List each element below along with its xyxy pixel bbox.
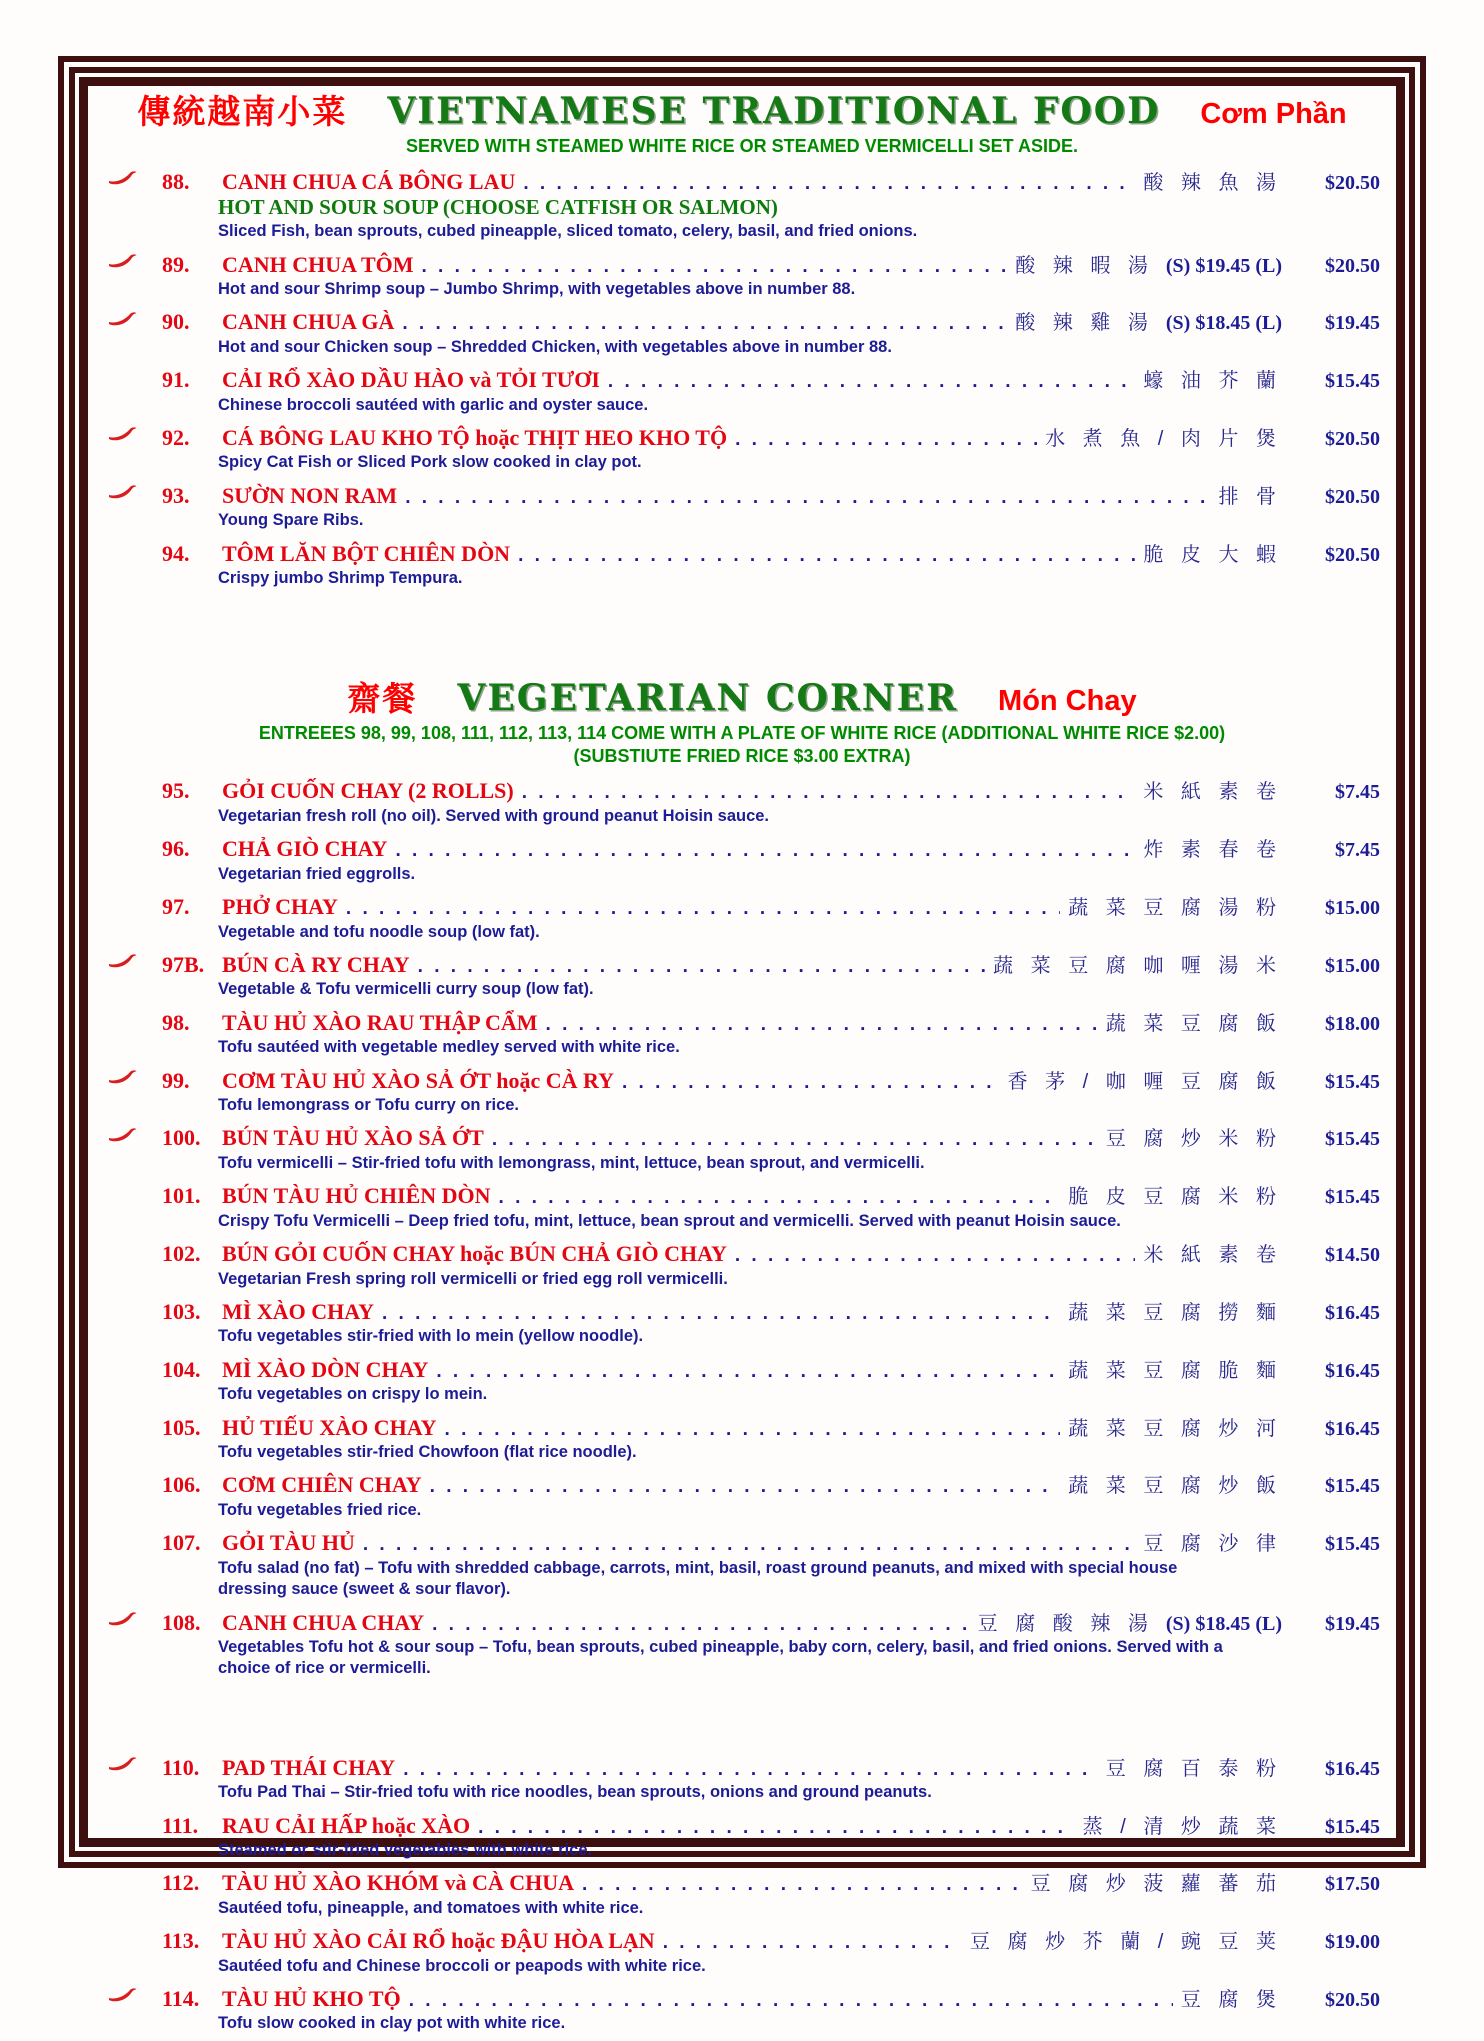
menu-item-88 (104, 166, 1380, 243)
item-price: $16.45 (1325, 1757, 1380, 1780)
item-price: $15.00 (1325, 954, 1380, 977)
menu-item-111 (104, 1810, 1380, 1862)
item-chinese-name: 豆 腐 沙 律 (1143, 1533, 1282, 1556)
item-chinese-name: 豆 腐 炒 菠 蘿 蕃 茄 (1030, 1873, 1282, 1896)
item-number: 110. (162, 1754, 200, 1780)
item-number: 113. (162, 1928, 200, 1954)
item-name: BÚN CÀ RY CHAY (222, 951, 410, 977)
item-price: $15.45 (1325, 370, 1380, 393)
item-chinese-name: 豆 腐 炒 米 粉 (1105, 1128, 1282, 1151)
item-number: 92. (162, 425, 190, 450)
item-description: Tofu vegetables stir-fried Chowfoon (flat rice noodle). (218, 1442, 637, 1461)
item-number: 96. (162, 836, 190, 862)
item-chinese-name: 脆 皮 豆 腐 米 粉 (1068, 1186, 1282, 1209)
item-name: CÁ BÔNG LAU KHO TỘ hoặc THỊT HEO KHO TỘ (222, 425, 728, 450)
chili-icon (104, 953, 162, 974)
dot-leader (432, 1614, 970, 1636)
item-price: $20.50 (1325, 1989, 1380, 2012)
chili-icon (104, 1127, 162, 1148)
chili-icon (104, 1611, 162, 1632)
item-price: $15.45 (1325, 1186, 1380, 1209)
item-number: 100. (162, 1125, 201, 1151)
menu-item-98 (104, 1007, 1380, 1059)
item-number: 88. (162, 168, 190, 194)
item-price: $16.45 (1325, 1301, 1380, 1324)
item-chinese-name: 蔬 菜 豆 腐 脆 麵 (1068, 1359, 1282, 1382)
dot-leader (418, 956, 985, 978)
menu-item-95 (104, 775, 1380, 827)
item-chinese-name: 豆 腐 百 泰 粉 (1105, 1757, 1282, 1780)
section-heading-vietnamese: Cơm Phần (1200, 98, 1347, 130)
menu-item-102 (104, 1238, 1380, 1290)
item-description: Vegetable and tofu noodle soup (low fat). (218, 922, 540, 941)
menu-item-101 (104, 1180, 1380, 1232)
item-number: 102. (162, 1241, 201, 1267)
item-number: 104. (162, 1356, 201, 1382)
dot-leader (518, 545, 1135, 567)
item-chinese-name: 排 骨 (1218, 485, 1282, 508)
item-name: HỦ TIẾU XÀO CHAY (222, 1414, 437, 1440)
menu-item-108 (104, 1607, 1380, 1680)
menu-item-93 (104, 480, 1380, 532)
section-traditional (104, 86, 1380, 589)
item-number: 105. (162, 1414, 201, 1440)
item-number: 97. (162, 894, 190, 920)
item-description: Tofu sautéed with vegetable medley served with white rice. (218, 1038, 680, 1057)
item-description: Sautéed tofu and Chinese broccoli or peapods with white rice. (218, 1956, 706, 1975)
item-name: TÔM LĂN BỘT CHIÊN DÒN (222, 540, 511, 566)
item-number: 99. (162, 1067, 190, 1093)
item-price: $15.45 (1325, 1070, 1380, 1093)
item-number: 95. (162, 778, 190, 804)
item-number: 89. (162, 251, 190, 277)
dot-leader (499, 1187, 1061, 1209)
item-price: $16.45 (1325, 1417, 1380, 1440)
item-price: $7.45 (1335, 839, 1380, 862)
item-price: $20.50 (1325, 485, 1380, 508)
item-chinese-name: 豆 腐 酸 辣 湯 (977, 1612, 1154, 1635)
item-price: $20.50 (1325, 171, 1380, 194)
item-price: $15.45 (1325, 1128, 1380, 1151)
item-description: Vegetarian fried eggrolls. (218, 864, 416, 883)
dot-leader (735, 429, 1037, 451)
item-list-traditional (104, 166, 1380, 590)
item-name: CANH CHUA TÔM (222, 251, 414, 277)
item-price: $16.45 (1325, 1359, 1380, 1382)
item-chinese-name: 蔬 菜 豆 腐 炒 河 (1068, 1417, 1282, 1440)
dot-leader (608, 371, 1135, 393)
item-name: TÀU HỦ XÀO KHÓM và CÀ CHUA (222, 1870, 574, 1896)
item-chinese-name: 蔬 菜 豆 腐 飯 (1105, 1012, 1282, 1035)
item-price: $15.45 (1325, 1533, 1380, 1556)
dot-leader (422, 256, 1008, 278)
menu-item-104 (104, 1354, 1380, 1406)
item-number: 97B. (162, 951, 205, 977)
dot-leader (523, 173, 1135, 195)
dot-leader (346, 898, 1060, 920)
menu-item-97 (104, 891, 1380, 943)
menu-item-107 (104, 1527, 1380, 1600)
chili-icon (104, 426, 162, 447)
item-name: CANH CHUA GÀ (222, 309, 395, 335)
item-number: 106. (162, 1472, 201, 1498)
item-description: Crispy jumbo Shrimp Tempura. (218, 569, 463, 588)
dot-leader (622, 1072, 1000, 1094)
item-chinese-name: 酸 辣 暇 湯 (1015, 254, 1154, 277)
dot-leader (402, 313, 1007, 335)
item-description: Spicy Cat Fish or Sliced Pork slow cooked in clay pot. (218, 453, 642, 472)
item-number: 91. (162, 367, 190, 393)
item-description: Tofu vermicelli – Stir-fried tofu with lemongrass, mint, lettuce, bean sprout, and vermicelli. (218, 1153, 925, 1172)
item-name: CANH CHUA CHAY (222, 1609, 425, 1635)
section-vegetarian-heading (104, 673, 1380, 720)
menu-item-114 (104, 1983, 1380, 2035)
section-note: SERVED WITH STEAMED WHITE RICE OR STEAMED VERMICELLI SET ASIDE. (405, 136, 1079, 156)
item-name: CẢI RỔ XÀO DẦU HÀO và TỎI TƯƠI (222, 367, 600, 393)
item-chinese-name: 米 紙 素 卷 (1143, 1244, 1282, 1267)
item-price: $19.45 (1325, 312, 1380, 335)
item-name: CANH CHUA CÁ BÔNG LAU (222, 168, 516, 194)
item-number: 112. (162, 1870, 200, 1896)
menu-item-96 (104, 833, 1380, 885)
dot-leader (436, 1361, 1060, 1383)
item-chinese-name: 水 煮 魚 / 肉 片 煲 (1045, 428, 1282, 450)
item-name: GỎI CUỐN CHAY (2 ROLLS) (222, 778, 514, 804)
chili-icon (104, 1987, 162, 2008)
item-description: Tofu vegetables stir-fried with lo mein (yellow noodle). (218, 1327, 644, 1346)
item-name: PHỞ CHAY (222, 894, 338, 920)
item-description: Hot and sour Chicken soup – Shredded Chicken, with vegetables above in number 88. (218, 337, 892, 356)
section-note: (SUBSTIUTE FRIED RICE $3.00 EXTRA) (573, 745, 911, 766)
item-number: 114. (162, 1986, 200, 2012)
item-chinese-name: 蔬 菜 豆 腐 撈 麵 (1068, 1301, 1282, 1324)
item-description: Hot and sour Shrimp soup – Jumbo Shrimp, with vegetables above in number 88. (218, 279, 856, 298)
menu-item-99 (104, 1065, 1380, 1117)
item-list-vegetarian (104, 775, 1380, 2034)
section-heading-title: VEGETARIAN CORNER (457, 677, 959, 720)
menu-item-112 (104, 1867, 1380, 1919)
item-number: 90. (162, 309, 190, 335)
item-subtitle: HOT AND SOUR SOUP (CHOOSE CATFISH OR SALMON) (218, 194, 778, 219)
item-chinese-name: 豆 腐 煲 (1180, 1989, 1282, 2012)
item-chinese-name: 酸 辣 雞 湯 (1015, 312, 1154, 335)
item-name: MÌ XÀO DÒN CHAY (222, 1356, 429, 1382)
item-chinese-name: 酸 辣 魚 湯 (1143, 171, 1282, 194)
item-name: SƯỜN NON RAM (222, 482, 398, 508)
item-name: RAU CẢI HẤP hoặc XÀO (222, 1812, 471, 1838)
item-chinese-name: 香 茅 / 咖 喱 豆 腐 飯 (1007, 1070, 1282, 1093)
dot-leader (403, 1759, 1098, 1781)
item-chinese-name: 豆 腐 炒 芥 蘭 / 豌 豆 荚 (969, 1931, 1282, 1954)
dot-leader (445, 1419, 1061, 1441)
menu-item-92 (104, 422, 1380, 474)
item-name: CƠM TÀU HỦ XÀO SẢ ỚT hoặc CÀ RY (222, 1067, 614, 1093)
section-note: ENTREEES 98, 99, 108, 111, 112, 113, 114 COME WITH A PLATE OF WHITE RICE (ADDITIONAL WHITE RICE $2.00) (258, 723, 1226, 744)
item-description: Crispy Tofu Vermicelli – Deep fried tofu, mint, lettuce, bean sprout and vermicelli. Served with peanut Hoisin sauce. (218, 1211, 1121, 1230)
item-description: Vegetarian Fresh spring roll vermicelli or fried egg roll vermicelli. (218, 1269, 728, 1288)
dot-leader (735, 1245, 1135, 1267)
dot-leader (363, 1534, 1135, 1556)
section-heading-chinese: 齋餐 (347, 680, 418, 718)
item-chinese-name: 蔬 菜 豆 腐 炒 飯 (1068, 1475, 1282, 1498)
item-description: Tofu Pad Thai – Stir-fried tofu with rice noodles, bean sprouts, onions and ground peanuts. (218, 1783, 932, 1802)
item-number: 103. (162, 1298, 201, 1324)
item-small-size-price: (S) $18.45 (L) (1165, 312, 1282, 335)
item-name: TÀU HỦ XÀO RAU THẬP CẨM (222, 1009, 538, 1035)
item-description: Vegetable & Tofu vermicelli curry soup (low fat). (218, 980, 594, 999)
menu-item-90 (104, 306, 1380, 358)
dot-leader (492, 1129, 1098, 1151)
item-description: Tofu vegetables on crispy lo mein. (218, 1385, 488, 1404)
item-number: 108. (162, 1609, 201, 1635)
chili-icon (104, 253, 162, 274)
item-description: Young Spare Ribs. (218, 511, 364, 530)
item-name: TÀU HỦ KHO TỘ (222, 1986, 401, 2012)
item-name: BÚN GỎI CUỐN CHAY hoặc BÚN CHẢ GIÒ CHAY (222, 1241, 727, 1267)
item-description: Sautéed tofu, pineapple, and tomatoes with white rice. (218, 1898, 644, 1917)
chili-icon (104, 1069, 162, 1090)
item-small-size-price: (S) $18.45 (L) (1165, 1612, 1282, 1635)
item-name: GỎI TÀU HỦ (222, 1530, 355, 1556)
item-description: Chinese broccoli sautéed with garlic and oyster sauce. (218, 395, 649, 414)
menu-item-97B (104, 949, 1380, 1001)
item-description: Sliced Fish, bean sprouts, cubed pineapple, sliced tomato, celery, basil, and fried onions. (218, 222, 918, 241)
item-name: MÌ XÀO CHAY (222, 1298, 374, 1324)
item-price: $20.50 (1325, 254, 1380, 277)
item-chinese-name: 蔬 菜 豆 腐 湯 粉 (1068, 897, 1282, 920)
section-heading-title: VIETNAMESE TRADITIONAL FOOD (387, 90, 1161, 132)
item-small-size-price: (S) $19.45 (L) (1165, 254, 1282, 277)
menu-page (104, 86, 1380, 2041)
chili-icon (104, 484, 162, 505)
item-name: TÀU HỦ XÀO CẢI RỔ hoặc ĐẬU HÒA LẠN (222, 1928, 655, 1954)
item-name: CƠM CHIÊN CHAY (222, 1472, 422, 1498)
dot-leader (430, 1476, 1061, 1498)
item-chinese-name: 炸 素 春 卷 (1143, 839, 1282, 862)
dot-leader (582, 1874, 1023, 1896)
item-number: 93. (162, 482, 190, 508)
item-chinese-name: 蒸 / 清 炒 蔬 菜 (1082, 1815, 1282, 1838)
item-price: $20.50 (1325, 428, 1380, 450)
item-name: BÚN TÀU HỦ CHIÊN DÒN (222, 1183, 491, 1209)
item-number: 101. (162, 1183, 201, 1209)
item-name: CHẢ GIÒ CHAY (222, 836, 388, 862)
dot-leader (405, 487, 1210, 509)
section-heading-vietnamese: Món Chay (998, 685, 1137, 718)
item-price: $15.45 (1325, 1475, 1380, 1498)
item-price: $7.45 (1335, 781, 1380, 804)
menu-item-91 (104, 364, 1380, 416)
item-price: $19.00 (1325, 1931, 1380, 1954)
menu-item-113 (104, 1925, 1380, 1977)
item-chinese-name: 蠔 油 芥 蘭 (1143, 370, 1282, 393)
section-heading-chinese: 傳統越南小菜 (137, 93, 348, 130)
menu-item-89 (104, 249, 1380, 301)
item-name: BÚN TÀU HỦ XÀO SẢ ỚT (222, 1125, 484, 1151)
item-price: $20.50 (1325, 543, 1380, 566)
menu-item-105 (104, 1412, 1380, 1464)
section-traditional-heading (104, 86, 1380, 133)
item-chinese-name: 米 紙 素 卷 (1143, 781, 1282, 804)
item-name: PAD THÁI CHAY (222, 1754, 396, 1780)
dot-leader (382, 1303, 1060, 1325)
item-number: 98. (162, 1009, 190, 1035)
section-vegetarian (104, 673, 1380, 2034)
item-price: $14.50 (1325, 1244, 1380, 1267)
item-chinese-name: 脆 皮 大 蝦 (1143, 543, 1282, 566)
item-description: Tofu slow cooked in clay pot with white rice. (218, 2014, 566, 2033)
dot-leader (395, 840, 1135, 862)
menu-item-103 (104, 1296, 1380, 1348)
item-description: Tofu vegetables fried rice. (218, 1500, 422, 1519)
dot-leader (409, 1990, 1173, 2012)
dot-leader (478, 1817, 1075, 1839)
item-description: Vegetarian fresh roll (no oil). Served with ground peanut Hoisin sauce. (218, 806, 770, 825)
item-price: $19.45 (1325, 1612, 1380, 1635)
menu-item-106 (104, 1469, 1380, 1521)
dot-leader (546, 1014, 1098, 1036)
item-price: $18.00 (1325, 1012, 1380, 1035)
menu-item-110 (104, 1752, 1380, 1804)
item-description: Tofu lemongrass or Tofu curry on rice. (218, 1096, 520, 1115)
item-number: 107. (162, 1530, 201, 1556)
item-description: Steamed or stir-fried vegetables with white rice. (218, 1841, 593, 1859)
dot-leader (522, 782, 1136, 804)
dot-leader (663, 1932, 962, 1954)
item-number: 111. (162, 1812, 199, 1838)
item-description: Vegetables Tofu hot & sour soup – Tofu, bean sprouts, cubed pineapple, baby corn, celery, basil, and fried onions. Served with a choice of rice or vermicelli. (218, 1637, 1223, 1678)
item-chinese-name: 蔬 菜 豆 腐 咖 喱 湯 米 (993, 954, 1282, 977)
chili-icon (104, 170, 162, 191)
menu-item-94 (104, 538, 1380, 590)
item-description: Tofu salad (no fat) – Tofu with shredded cabbage, carrots, mint, basil, roast ground peanuts, and mixed with special house dressing sauce (sweet & sour flavor). (218, 1558, 1178, 1599)
chili-icon (104, 311, 162, 332)
item-price: $17.50 (1325, 1873, 1380, 1896)
item-price: $15.45 (1325, 1815, 1380, 1838)
item-number: 94. (162, 540, 190, 566)
menu-item-100 (104, 1122, 1380, 1174)
chili-icon (104, 1756, 162, 1777)
item-price: $15.00 (1325, 897, 1380, 920)
